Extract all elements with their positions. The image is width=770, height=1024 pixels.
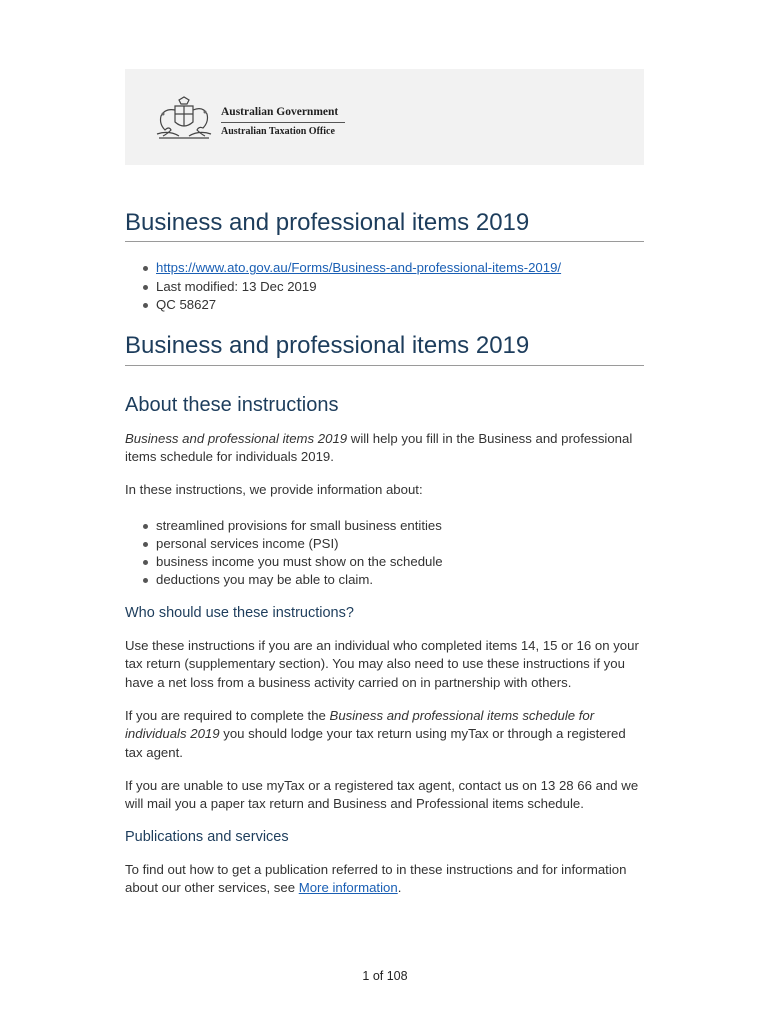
list-item: streamlined provisions for small business entities: [125, 517, 644, 535]
about-intro-italic: Business and professional items 2019: [125, 430, 348, 446]
who-heading: Who should use these instructions?: [125, 604, 354, 621]
who-paragraph-1: Use these instructions if you are an individual who completed items 14, 15 or 16 on your tax return (supplementary section). You may also need to use these instructions if you have a net loss from a business activity carried on in partnership with others.: [125, 638, 639, 690]
about-topics-list: [125, 517, 644, 590]
list-item: deductions you may be able to claim.: [125, 571, 644, 589]
publications-text-end: .: [397, 880, 402, 896]
source-url-link[interactable]: https://www.ato.gov.au/Forms/Business-and-professional-items-2019/: [156, 260, 562, 276]
who-p2-post: you should lodge your tax return using myTax or through a registered tax agent.: [125, 726, 626, 760]
document-page: [125, 69, 644, 898]
coat-of-arms-icon: [153, 96, 215, 140]
list-item: business income you must show on the schedule: [125, 553, 644, 571]
publications-paragraph: [125, 861, 644, 898]
provide-paragraph: In these instructions, we provide information about:: [125, 482, 423, 498]
document-meta-list: [125, 259, 644, 314]
ato-header-banner: [125, 69, 644, 165]
who-p2-pre: If you are required to complete the: [125, 708, 330, 724]
page-number: 1 of 108: [362, 969, 408, 983]
document-title: Business and professional items 2019: [125, 210, 644, 242]
who-paragraph-2: [125, 707, 644, 762]
agency-name: Australian Taxation Office: [221, 125, 335, 137]
meta-qc-item: QC 58627: [125, 296, 644, 314]
more-information-link[interactable]: More information: [298, 880, 398, 896]
publications-heading: Publications and services: [125, 828, 289, 845]
about-intro-paragraph: [125, 430, 644, 467]
publications-text: To find out how to get a publication referred to in these instructions and for information about our other services, see: [125, 861, 627, 896]
meta-url-item: [125, 259, 644, 277]
government-wordmark: [221, 107, 345, 137]
who-paragraph-3: If you are unable to use myTax or a registered tax agent, contact us on 13 28 66 and we will mail you a paper tax return and Business and Professional items schedule.: [125, 777, 639, 812]
about-intro-text: will help you fill in the Business and professional items schedule for individuals 2019.: [125, 430, 633, 464]
meta-modified-item: Last modified: 13 Dec 2019: [125, 278, 644, 296]
government-name: Australian Government: [221, 107, 345, 123]
who-p2-italic: Business and professional items schedule for individuals 2019: [125, 708, 595, 742]
about-heading: About these instructions: [125, 393, 339, 416]
section-title: Business and professional items 2019: [125, 333, 644, 365]
list-item: personal services income (PSI): [125, 535, 644, 553]
